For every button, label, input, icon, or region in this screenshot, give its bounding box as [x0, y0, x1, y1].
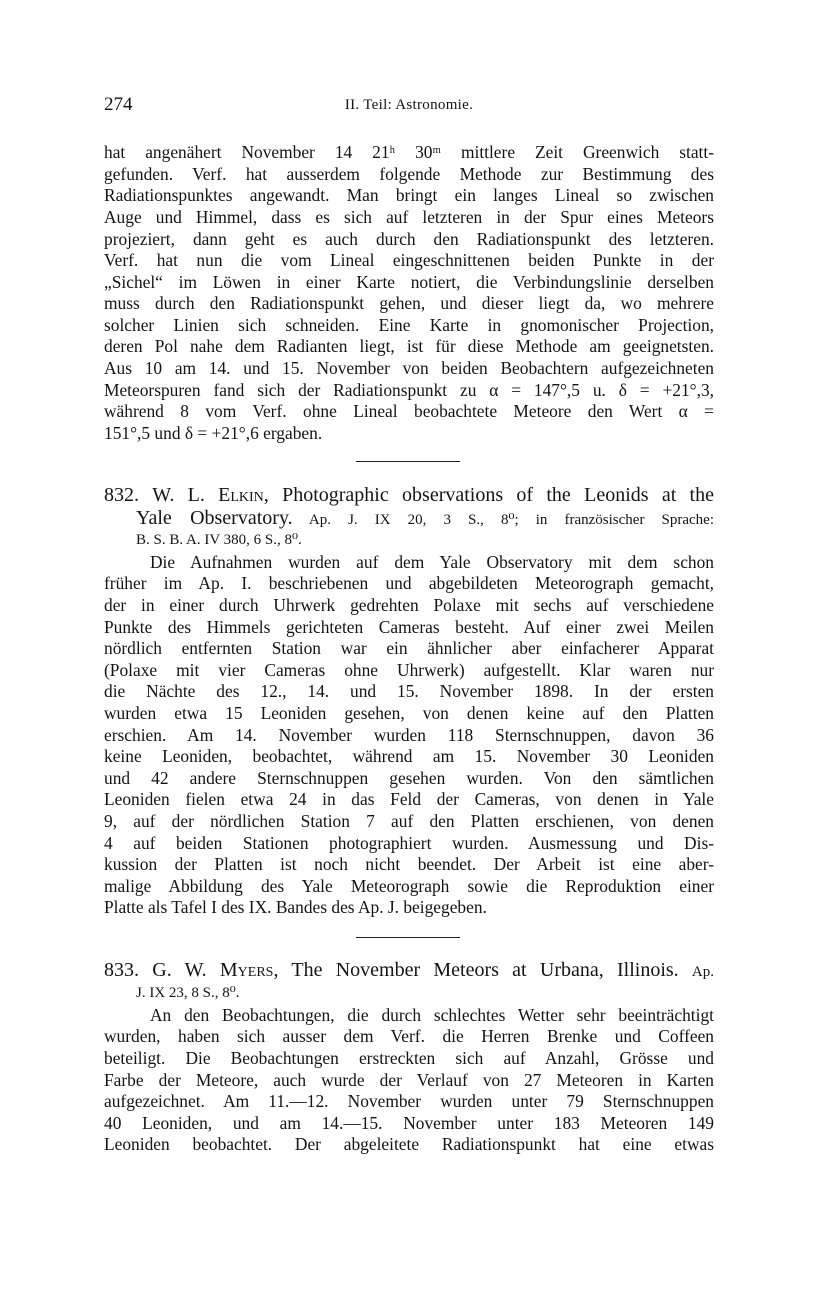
text-line: Punkte des Himmels gerichteten Cameras besteht. Auf einer zwei Meilen [104, 617, 714, 637]
text-line: während 8 vom Verf. ohne Lineal beobachtete Meteore den Wert α = [104, 401, 714, 421]
entry-832-title-continuation [136, 507, 714, 529]
text-line: und 42 andere Sternschnuppen gesehen wurden. Von den sämtlichen [104, 768, 714, 788]
text-line: solcher Linien sich schneiden. Eine Karte in gnomonischer Projection, [104, 315, 714, 335]
entry-832-heading [104, 482, 714, 508]
entry-833-ref2: J. IX 23, 8 S., 8⁰. [136, 985, 240, 1001]
entry-833-ref-start: Ap. [691, 964, 715, 980]
text-line: Auge und Himmel, dass es sich auf letzteren in der Spur eines Meteors [104, 207, 714, 227]
text-line: Platte als Tafel I des IX. Bandes des Ap. J. beigegeben. [104, 897, 487, 917]
text-line: Aus 10 am 14. und 15. November von beiden Beobachtern aufgezeichneten [104, 358, 714, 378]
entry-832-title-line2: Yale Observatory. [136, 507, 293, 529]
text-line: der in einer durch Uhrwerk gedrehten Polaxe mit sechs auf verschiedene [104, 595, 714, 615]
running-header [104, 94, 714, 120]
text-line: muss durch den Radiationspunkt gehen, und dieser liegt da, wo mehrere [104, 293, 714, 313]
section-divider [356, 937, 460, 938]
text-line: (Polaxe mit vier Cameras ohne Uhrwerk) aufgestellt. Klar waren nur [104, 660, 714, 680]
text-line: erschien. Am 14. November wurden 118 Sternschnuppen, davon 36 [104, 725, 714, 745]
text-line: „Sichel“ im Löwen in einer Karte notiert, die Verbindungslinie derselben [104, 272, 714, 292]
text-line: beteiligt. Die Beobachtungen erstreckten sich auf Anzahl, Grösse und [104, 1048, 714, 1068]
text-line: gefunden. Verf. hat ausserdem folgende Methode zur Bestimmung des [104, 164, 714, 184]
text-line: aufgezeichnet. Am 11.—12. November wurden unter 79 Sternschnuppen [104, 1091, 714, 1111]
text-line: wurden etwa 15 Leoniden gesehen, von denen keine auf den Platten [104, 703, 714, 723]
running-title: II. Teil: Astronomie. [344, 97, 474, 113]
text-line: früher im Ap. I. beschriebenen und abgebildeten Meteorograph gemacht, [104, 573, 714, 593]
entry-832-ref1: Ap. J. IX 20, 3 S., 8⁰; in französischer Sprache: [308, 512, 714, 528]
entry-832-title-line1: Photographic observations of the Leonids at the [282, 484, 714, 506]
text-line: Farbe der Meteore, auch wurde der Verlauf von 27 Meteoren in Karten [104, 1070, 714, 1090]
text-line: Die Aufnahmen wurden auf dem Yale Observatory mit dem schon [150, 552, 714, 572]
text-line: An den Beobachtungen, die durch schlechtes Wetter sehr beeinträchtigt [150, 1005, 714, 1025]
text-line: 9, auf der nördlichen Station 7 auf den Platten erschienen, von denen [104, 811, 714, 831]
text-line: 40 Leoniden, und am 14.—15. November unter 183 Meteoren 149 [104, 1113, 714, 1133]
text-line: Leoniden fielen etwa 24 in das Feld der Cameras, von denen in Yale [104, 789, 714, 809]
entry-833-heading [104, 957, 714, 983]
text-line: 151°,5 und δ = +21°,6 ergaben. [104, 423, 323, 443]
entry-832-author: W. L. Elkin, [152, 484, 269, 506]
page-number: 274 [104, 94, 133, 115]
entry-833-author: G. W. Myers, [152, 959, 279, 981]
text-line: Leoniden beobachtet. Der abgeleitete Radiationspunkt hat eine etwas [104, 1134, 714, 1154]
text-line: 4 auf beiden Stationen photographiert wurden. Ausmessung und Dis- [104, 833, 714, 853]
entry-833-title: The November Meteors at Urbana, Illinois. [291, 959, 679, 981]
text-line: Radiationspunktes angewandt. Man bringt ein langes Lineal so zwischen [104, 185, 714, 205]
text-line: hat angenähert November 14 21ʰ 30ᵐ mittlere Zeit Greenwich statt- [104, 142, 714, 162]
text-line: deren Pol nahe dem Radianten liegt, ist für diese Methode am geeignetsten. [104, 336, 714, 356]
text-line: wurden, haben sich ausser dem Verf. die Herren Brenke und Coffeen [104, 1026, 714, 1046]
text-line: nördlich entfernten Station war ein ähnlicher aber einfacherer Apparat [104, 638, 714, 658]
entry-832-number: 832. [104, 484, 139, 506]
text-line: projeziert, dann geht es auch durch den Radiationspunkt des letzteren. [104, 229, 714, 249]
entry-832-ref2: B. S. B. A. IV 380, 6 S., 8⁰. [136, 532, 302, 548]
text-line: Meteorspuren fand sich der Radiationspunkt zu α = 147°,5 u. δ = +21°,3, [104, 380, 714, 400]
text-line: Verf. hat nun die vom Lineal eingeschnittenen beiden Punkte in der [104, 250, 714, 270]
text-line: kussion der Platten ist noch nicht beendet. Der Arbeit ist eine aber- [104, 854, 714, 874]
entry-833-number: 833. [104, 959, 139, 981]
text-line: die Nächte des 12., 14. und 15. November 1898. In der ersten [104, 681, 714, 701]
text-line: keine Leoniden, beobachtet, während am 15. November 30 Leoniden [104, 746, 714, 766]
text-line: malige Abbildung des Yale Meteorograph sowie die Reproduktion einer [104, 876, 714, 896]
section-divider [356, 461, 460, 462]
